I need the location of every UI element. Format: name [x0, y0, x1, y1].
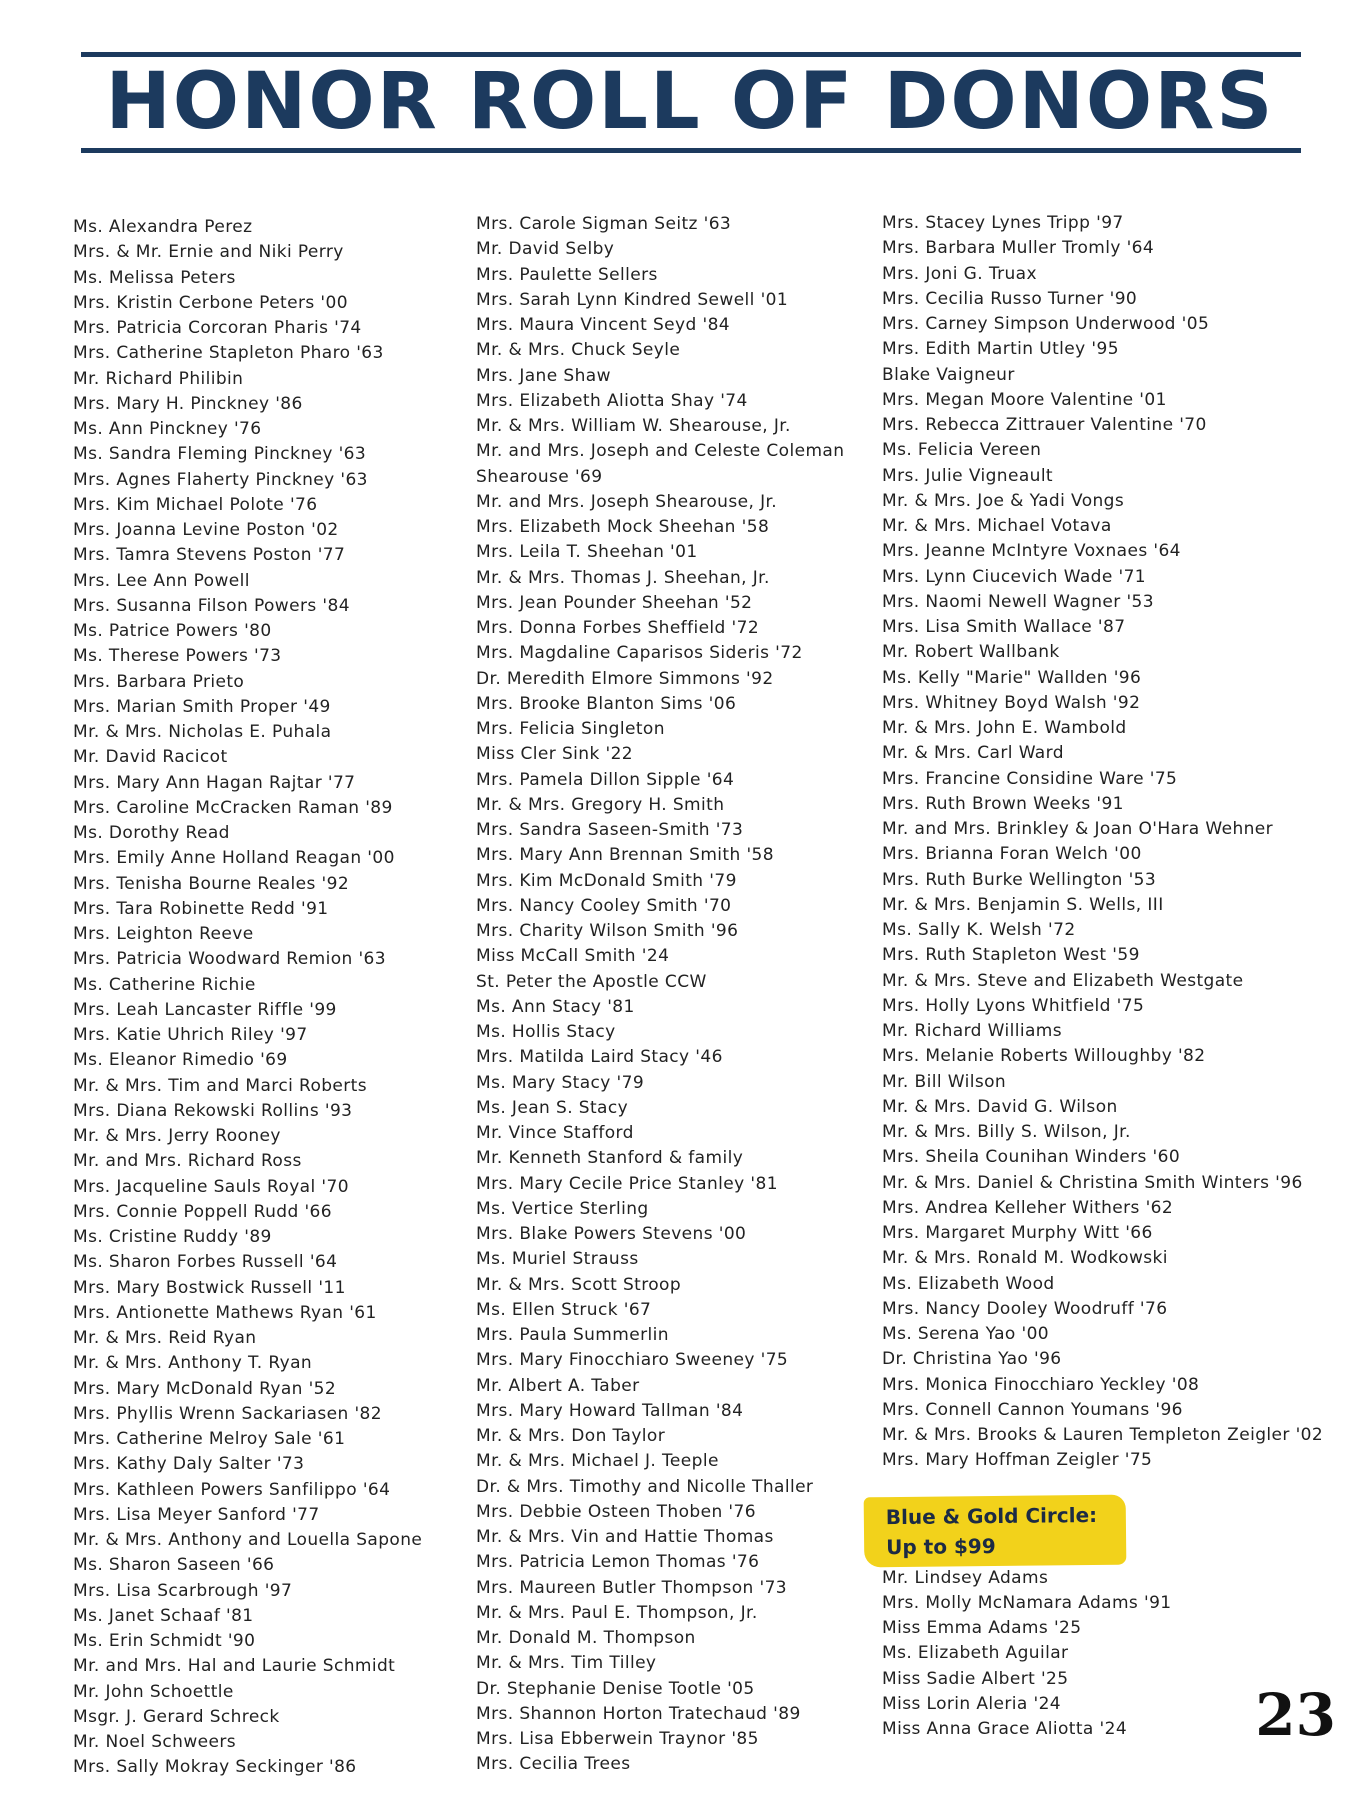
donor-name: Mrs. Cecilia Trees: [476, 1754, 631, 1775]
donor-name: Ms. Felicia Vereen: [882, 440, 1042, 461]
donor-name: Mrs. Brianna Foran Welch '00: [882, 844, 1142, 865]
donor-name: Mrs. Nancy Cooley Smith '70: [476, 895, 732, 916]
donor-name: Mrs. Joanna Levine Poston '02: [73, 520, 339, 540]
donor-name: Mrs. Mary Howard Tallman '84: [476, 1400, 744, 1421]
donor-name: Mr. Kenneth Stanford & family: [476, 1148, 744, 1169]
donor-name: Mrs. Jane Shaw: [476, 365, 611, 386]
donor-name: Mrs. Tara Robinette Redd '91: [73, 898, 329, 919]
donor-name: Ms. Therese Powers '73: [73, 646, 282, 667]
donor-name: Mrs. Mary Ann Brennan Smith '58: [476, 845, 774, 866]
donor-name: Mrs. Cecilia Russo Turner '90: [882, 288, 1138, 309]
donor-name: Mrs. Magdaline Caparisos Sideris '72: [476, 643, 803, 664]
donor-name: Mrs. Kim McDonald Smith '79: [476, 870, 737, 891]
donor-name: Mrs. Jeanne McIntyre Voxnaes '64: [882, 541, 1181, 562]
donor-name: Ms. Sandra Fleming Pinckney '63: [73, 444, 367, 465]
donor-name: Mrs. Lisa Scarbrough '97: [73, 1580, 293, 1601]
donor-name: Mrs. Ruth Burke Wellington '53: [882, 869, 1157, 890]
donor-name: Mr. Robert Wallbank: [882, 642, 1060, 663]
donor-name: Mrs. & Mr. Ernie and Niki Perry: [73, 242, 344, 263]
donor-name: Miss Lorin Aleria '24: [882, 1693, 1062, 1714]
donor-name: Miss McCall Smith '24: [476, 946, 670, 967]
donor-name: Mrs. Marian Smith Proper '49: [73, 696, 331, 717]
donor-name: Mrs. Patricia Lemon Thomas '76: [476, 1552, 760, 1573]
donor-name: Mrs. Mary Hoffman Zeigler '75: [882, 1450, 1153, 1471]
header-rule-bottom: [81, 148, 1301, 153]
section-heading-line2: Up to $99: [886, 1533, 996, 1559]
donor-name: Mr. & Mrs. Tim Tilley: [476, 1653, 657, 1674]
donor-name: Mr. Albert A. Taber: [476, 1375, 640, 1396]
donor-name: Ms. Janet Schaaf '81: [73, 1605, 254, 1626]
donor-name: Mrs. Mary Ann Hagan Rajtar '77: [73, 772, 356, 793]
donor-name: Ms. Sharon Forbes Russell '64: [73, 1252, 338, 1273]
donor-name: Mr. & Mrs. John E. Wambold: [882, 718, 1127, 738]
donor-name: Mr. and Mrs. Joseph and Celeste Coleman: [476, 441, 845, 462]
donor-name: Mrs. Tamra Stevens Poston '77: [73, 545, 346, 566]
donor-name: Mrs. Ruth Brown Weeks '91: [882, 793, 1124, 814]
donor-name: Mrs. Edith Martin Utley '95: [882, 339, 1119, 360]
donor-name: Mrs. Antionette Mathews Ryan '61: [73, 1302, 377, 1323]
donor-name: Mr. & Mrs. William W. Shearouse, Jr.: [476, 416, 791, 436]
donor-name: Mrs. Julie Vigneault: [882, 465, 1054, 486]
donor-name: Ms. Sally K. Welsh '72: [882, 920, 1076, 940]
donor-name: Mrs. Charity Wilson Smith '96: [476, 921, 739, 941]
donor-list-blue-gold: [882, 1566, 1282, 1743]
donor-name: Ms. Jean S. Stacy: [476, 1097, 629, 1118]
donor-name: Mrs. Paula Summerlin: [476, 1325, 669, 1345]
donor-name: Ms. Catherine Richie: [73, 974, 256, 995]
donor-name: Mrs. Donna Forbes Sheffield '72: [476, 618, 760, 638]
donor-name: Mr. Bill Wilson: [882, 1071, 1007, 1092]
donor-name: Mr. Lindsey Adams: [882, 1567, 1049, 1588]
donor-name: Ms. Ellen Struck '67: [476, 1299, 652, 1320]
donor-name: Shearouse '69: [476, 466, 603, 487]
donor-name: Mrs. Lynn Ciucevich Wade '71: [882, 566, 1147, 587]
donor-name: Mrs. Lisa Smith Wallace '87: [882, 617, 1126, 637]
donor-name: Mrs. Kathy Daly Salter '73: [73, 1454, 305, 1475]
donor-name: Ms. Cristine Ruddy '89: [73, 1227, 272, 1247]
donor-name: Miss Sadie Albert '25: [882, 1668, 1069, 1689]
page-number: 23: [1255, 1681, 1336, 1749]
page-title: HONOR ROLL OF DONORS: [105, 57, 1275, 147]
donor-name: Mrs. Sarah Lynn Kindred Sewell '01: [476, 289, 789, 310]
donor-name: Mrs. Jean Pounder Sheehan '52: [476, 592, 753, 613]
donor-name: Mr. & Mrs. Michael Votava: [882, 516, 1112, 536]
donor-name: Mrs. Rebecca Zittrauer Valentine '70: [882, 415, 1207, 435]
donor-name: Mr. & Mrs. Don Taylor: [476, 1426, 666, 1446]
donor-name: Mrs. Maureen Butler Thompson '73: [476, 1577, 788, 1598]
donor-name: Ms. Ann Pinckney '76: [73, 419, 262, 439]
donor-name: Mr. and Mrs. Richard Ross: [73, 1151, 302, 1172]
donor-name: Mr. & Mrs. Anthony and Louella Sapone: [73, 1530, 423, 1550]
donor-name: Mr. & Mrs. Reid Ryan: [73, 1328, 257, 1348]
donor-name: Mrs. Diana Rekowski Rollins '93: [73, 1100, 353, 1121]
donor-name: Mr. & Mrs. Vin and Hattie Thomas: [476, 1527, 774, 1547]
donor-name: Mrs. Connie Poppell Rudd '66: [73, 1201, 332, 1222]
donor-name: Miss Anna Grace Aliotta '24: [882, 1719, 1128, 1739]
donor-name: Mr. & Mrs. Anthony T. Ryan: [73, 1353, 313, 1374]
donor-name: Mr. & Mrs. Jerry Rooney: [73, 1126, 281, 1146]
donor-name: Ms. Ann Stacy '81: [476, 996, 635, 1017]
donor-name: Mrs. Maura Vincent Seyd '84: [476, 315, 731, 335]
donor-name: Mrs. Kim Michael Polote '76: [73, 494, 318, 515]
donor-name: Ms. Dorothy Read: [73, 823, 230, 843]
donor-name: Mrs. Mary Bostwick Russell '11: [73, 1277, 346, 1298]
donor-name: Mrs. Susanna Filson Powers '84: [73, 595, 350, 616]
donor-name: Mr. & Mrs. Michael J. Teeple: [476, 1451, 719, 1472]
donor-list-2: [476, 212, 876, 1778]
donor-name: Mrs. Margaret Murphy Witt '66: [882, 1223, 1153, 1243]
donor-name: Ms. Sharon Saseen '66: [73, 1555, 275, 1576]
donor-name: Ms. Elizabeth Wood: [882, 1273, 1055, 1294]
donor-name: Mr. & Mrs. Scott Stroop: [476, 1274, 682, 1295]
donor-name: Mrs. Molly McNamara Adams '91: [882, 1592, 1172, 1613]
donor-name: Mr. and Mrs. Joseph Shearouse, Jr.: [476, 491, 778, 512]
donor-name: Mrs. Pamela Dillon Sipple '64: [476, 769, 735, 790]
donor-name: Mr. and Mrs. Hal and Laurie Schmidt: [73, 1656, 396, 1677]
donor-name: Dr. Meredith Elmore Simmons '92: [476, 668, 774, 689]
donor-name: Mr. John Schoettle: [73, 1681, 234, 1702]
donor-name: St. Peter the Apostle CCW: [476, 971, 707, 992]
donor-name: Mrs. Megan Moore Valentine '01: [882, 389, 1167, 410]
donor-name: Mrs. Paulette Sellers: [476, 264, 658, 285]
donor-name: Mr. David Selby: [476, 239, 615, 260]
donor-name: Ms. Erin Schmidt '90: [73, 1631, 256, 1651]
donor-name: Mr. & Mrs. Steve and Elizabeth Westgate: [882, 970, 1244, 991]
donor-name: Mrs. Shannon Horton Tratechaud '89: [476, 1703, 801, 1724]
donor-name: Mrs. Barbara Muller Tromly '64: [882, 238, 1155, 259]
donor-name: Mr. & Mrs. Benjamin S. Wells, III: [882, 894, 1164, 915]
donor-name: Ms. Hollis Stacy: [476, 1022, 616, 1042]
donor-name: Mrs. Stacey Lynes Tripp '97: [882, 213, 1124, 233]
donor-name: Mrs. Nancy Dooley Woodruff '76: [882, 1298, 1168, 1319]
donor-name: Mrs. Melanie Roberts Willoughby '82: [882, 1046, 1206, 1067]
donor-name: Mr. & Mrs. Ronald M. Wodkowski: [882, 1248, 1168, 1269]
donor-name: Mr. & Mrs. Tim and Marci Roberts: [73, 1075, 368, 1096]
donor-name: Mrs. Mary McDonald Ryan '52: [73, 1378, 337, 1399]
donor-name: Mrs. Andrea Kelleher Withers '62: [882, 1197, 1174, 1218]
donor-name: Mr. & Mrs. Daniel & Christina Smith Winters '96: [882, 1172, 1303, 1193]
donor-name: Mrs. Monica Finocchiaro Yeckley '08: [882, 1374, 1200, 1395]
donor-name: Mr. & Mrs. Carl Ward: [882, 743, 1064, 764]
donor-name: Miss Cler Sink '22: [476, 744, 633, 765]
donor-name: Mrs. Agnes Flaherty Pinckney '63: [73, 469, 368, 490]
donor-name: Mrs. Debbie Osteen Thoben '76: [476, 1501, 756, 1522]
donor-name: Mrs. Holly Lyons Whitfield '75: [882, 995, 1145, 1016]
donor-name: Mrs. Naomi Newell Wagner '53: [882, 591, 1154, 612]
donor-name: Mr. and Mrs. Brinkley & Joan O'Hara Wehner: [882, 819, 1274, 839]
donor-name: Mr. Donald M. Thompson: [476, 1628, 696, 1648]
donor-name: Mr. David Racicot: [73, 747, 228, 768]
donor-name: Mrs. Ruth Stapleton West '59: [882, 945, 1140, 966]
donor-name: Mrs. Matilda Laird Stacy '46: [476, 1047, 723, 1068]
donor-name: Mrs. Kristin Cerbone Peters '00: [73, 292, 348, 313]
section-heading-line1: Blue & Gold Circle:: [885, 1502, 1098, 1529]
donor-name: Ms. Eleanor Rimedio '69: [73, 1050, 288, 1071]
donor-name: Mrs. Emily Anne Holland Reagan '00: [73, 848, 395, 869]
donor-name: Mrs. Sheila Counihan Winders '60: [882, 1147, 1181, 1168]
donor-name: Mrs. Carney Simpson Underwood '05: [882, 314, 1210, 334]
donor-name: Mr. & Mrs. Nicholas E. Puhala: [73, 722, 332, 742]
donor-name: Mrs. Joni G. Truax: [882, 263, 1037, 284]
donor-list-1: [73, 215, 473, 1781]
donor-name: Mr. & Mrs. Billy S. Wilson, Jr.: [882, 1122, 1131, 1142]
blue-gold-circle-badge: [864, 1494, 1127, 1567]
donor-name: Ms. Muriel Strauss: [476, 1249, 639, 1270]
donor-name: Mr. & Mrs. David G. Wilson: [882, 1096, 1118, 1117]
donor-column-2: [476, 212, 876, 1778]
donor-name: Mrs. Sandra Saseen-Smith '73: [476, 820, 744, 840]
donor-name: Mr. & Mrs. Paul E. Thompson, Jr.: [476, 1602, 758, 1623]
donor-name: Mrs. Leila T. Sheehan '01: [476, 542, 698, 563]
donor-name: Mr. Vince Stafford: [476, 1123, 634, 1143]
donor-name: Mrs. Brooke Blanton Sims '06: [476, 693, 737, 714]
donor-name: Mrs. Leah Lancaster Riffle '99: [73, 999, 337, 1020]
donor-name: Mr. Richard Philibin: [73, 368, 244, 389]
donor-name: Mrs. Mary Cecile Price Stanley '81: [476, 1173, 778, 1194]
donor-name: Ms. Patrice Powers '80: [73, 621, 272, 641]
donor-name: Mrs. Carole Sigman Seitz '63: [476, 214, 732, 234]
donor-name: Mrs. Connell Cannon Youmans '96: [882, 1399, 1183, 1420]
donor-name: Ms. Elizabeth Aguilar: [882, 1643, 1069, 1664]
donor-name: Miss Emma Adams '25: [882, 1618, 1082, 1638]
donor-name: Mr. Noel Schweers: [73, 1732, 236, 1752]
donor-name: Mrs. Catherine Stapleton Pharo '63: [73, 343, 384, 364]
donor-name: Mrs. Sally Mokray Seckinger '86: [73, 1757, 357, 1778]
donor-list-3: [882, 211, 1324, 1474]
donor-name: Mrs. Lee Ann Powell: [73, 570, 250, 591]
donor-name: Mrs. Phyllis Wrenn Sackariasen '82: [73, 1403, 382, 1424]
donor-name: Ms. Melissa Peters: [73, 267, 236, 288]
donor-name: Mrs. Kathleen Powers Sanfilippo '64: [73, 1479, 391, 1500]
donor-name: Blake Vaigneur: [882, 364, 1015, 385]
donor-name: Ms. Kelly "Marie" Wallden '96: [882, 667, 1142, 688]
donor-name: Mrs. Mary Finocchiaro Sweeney '75: [476, 1350, 789, 1371]
donor-name: Mrs. Elizabeth Mock Sheehan '58: [476, 517, 770, 537]
donor-name: Mrs. Patricia Woodward Remion '63: [73, 949, 386, 970]
donor-name: Mrs. Lisa Meyer Sanford '77: [73, 1504, 320, 1525]
donor-name: Mrs. Felicia Singleton: [476, 719, 665, 739]
donor-name: Mrs. Katie Uhrich Riley '97: [73, 1025, 308, 1045]
donor-name: Mrs. Leighton Reeve: [73, 924, 254, 944]
donor-name: Mrs. Patricia Corcoran Pharis '74: [73, 318, 362, 338]
donor-name: Ms. Alexandra Perez: [73, 217, 253, 237]
donor-name: Mrs. Jacqueline Sauls Royal '70: [73, 1176, 349, 1197]
donor-name: Dr. Christina Yao '96: [882, 1349, 1062, 1370]
donor-name: Mr. & Mrs. Thomas J. Sheehan, Jr.: [476, 567, 770, 588]
donor-name: Mrs. Elizabeth Aliotta Shay '74: [476, 390, 748, 411]
donor-name: Ms. Serena Yao '00: [882, 1324, 1050, 1344]
donor-name: Mrs. Catherine Melroy Sale '61: [73, 1429, 346, 1449]
donor-name: Mr. & Mrs. Gregory H. Smith: [476, 794, 725, 815]
donor-name: Dr. Stephanie Denise Tootle '05: [476, 1678, 755, 1699]
donor-name: Mrs. Barbara Prieto: [73, 671, 245, 692]
donor-name: Mrs. Lisa Ebberwein Traynor '85: [476, 1729, 759, 1749]
donor-name: Ms. Mary Stacy '79: [476, 1072, 645, 1093]
donor-name: Mrs. Whitney Boyd Walsh '92: [882, 692, 1141, 713]
donor-name: Mrs. Blake Powers Stevens '00: [476, 1224, 747, 1244]
donor-column-1: [73, 215, 473, 1781]
donor-name: Ms. Vertice Sterling: [476, 1198, 649, 1219]
donor-name: Mrs. Caroline McCracken Raman '89: [73, 797, 393, 818]
donor-name: Mr. & Mrs. Brooks & Lauren Templeton Zeigler '02: [882, 1425, 1324, 1445]
donor-name: Mrs. Francine Considine Ware '75: [882, 768, 1178, 789]
donor-name: Dr. & Mrs. Timothy and Nicolle Thaller: [476, 1476, 814, 1497]
donor-name: Mrs. Tenisha Bourne Reales '92: [73, 873, 350, 894]
donor-name: Mr. & Mrs. Chuck Seyle: [476, 340, 681, 361]
donor-name: Mr. & Mrs. Joe & Yadi Vongs: [882, 490, 1125, 511]
donor-name: Mrs. Mary H. Pinckney '86: [73, 393, 303, 414]
donor-name: Mr. Richard Williams: [882, 1021, 1063, 1041]
donor-name: Msgr. J. Gerard Schreck: [73, 1706, 280, 1727]
